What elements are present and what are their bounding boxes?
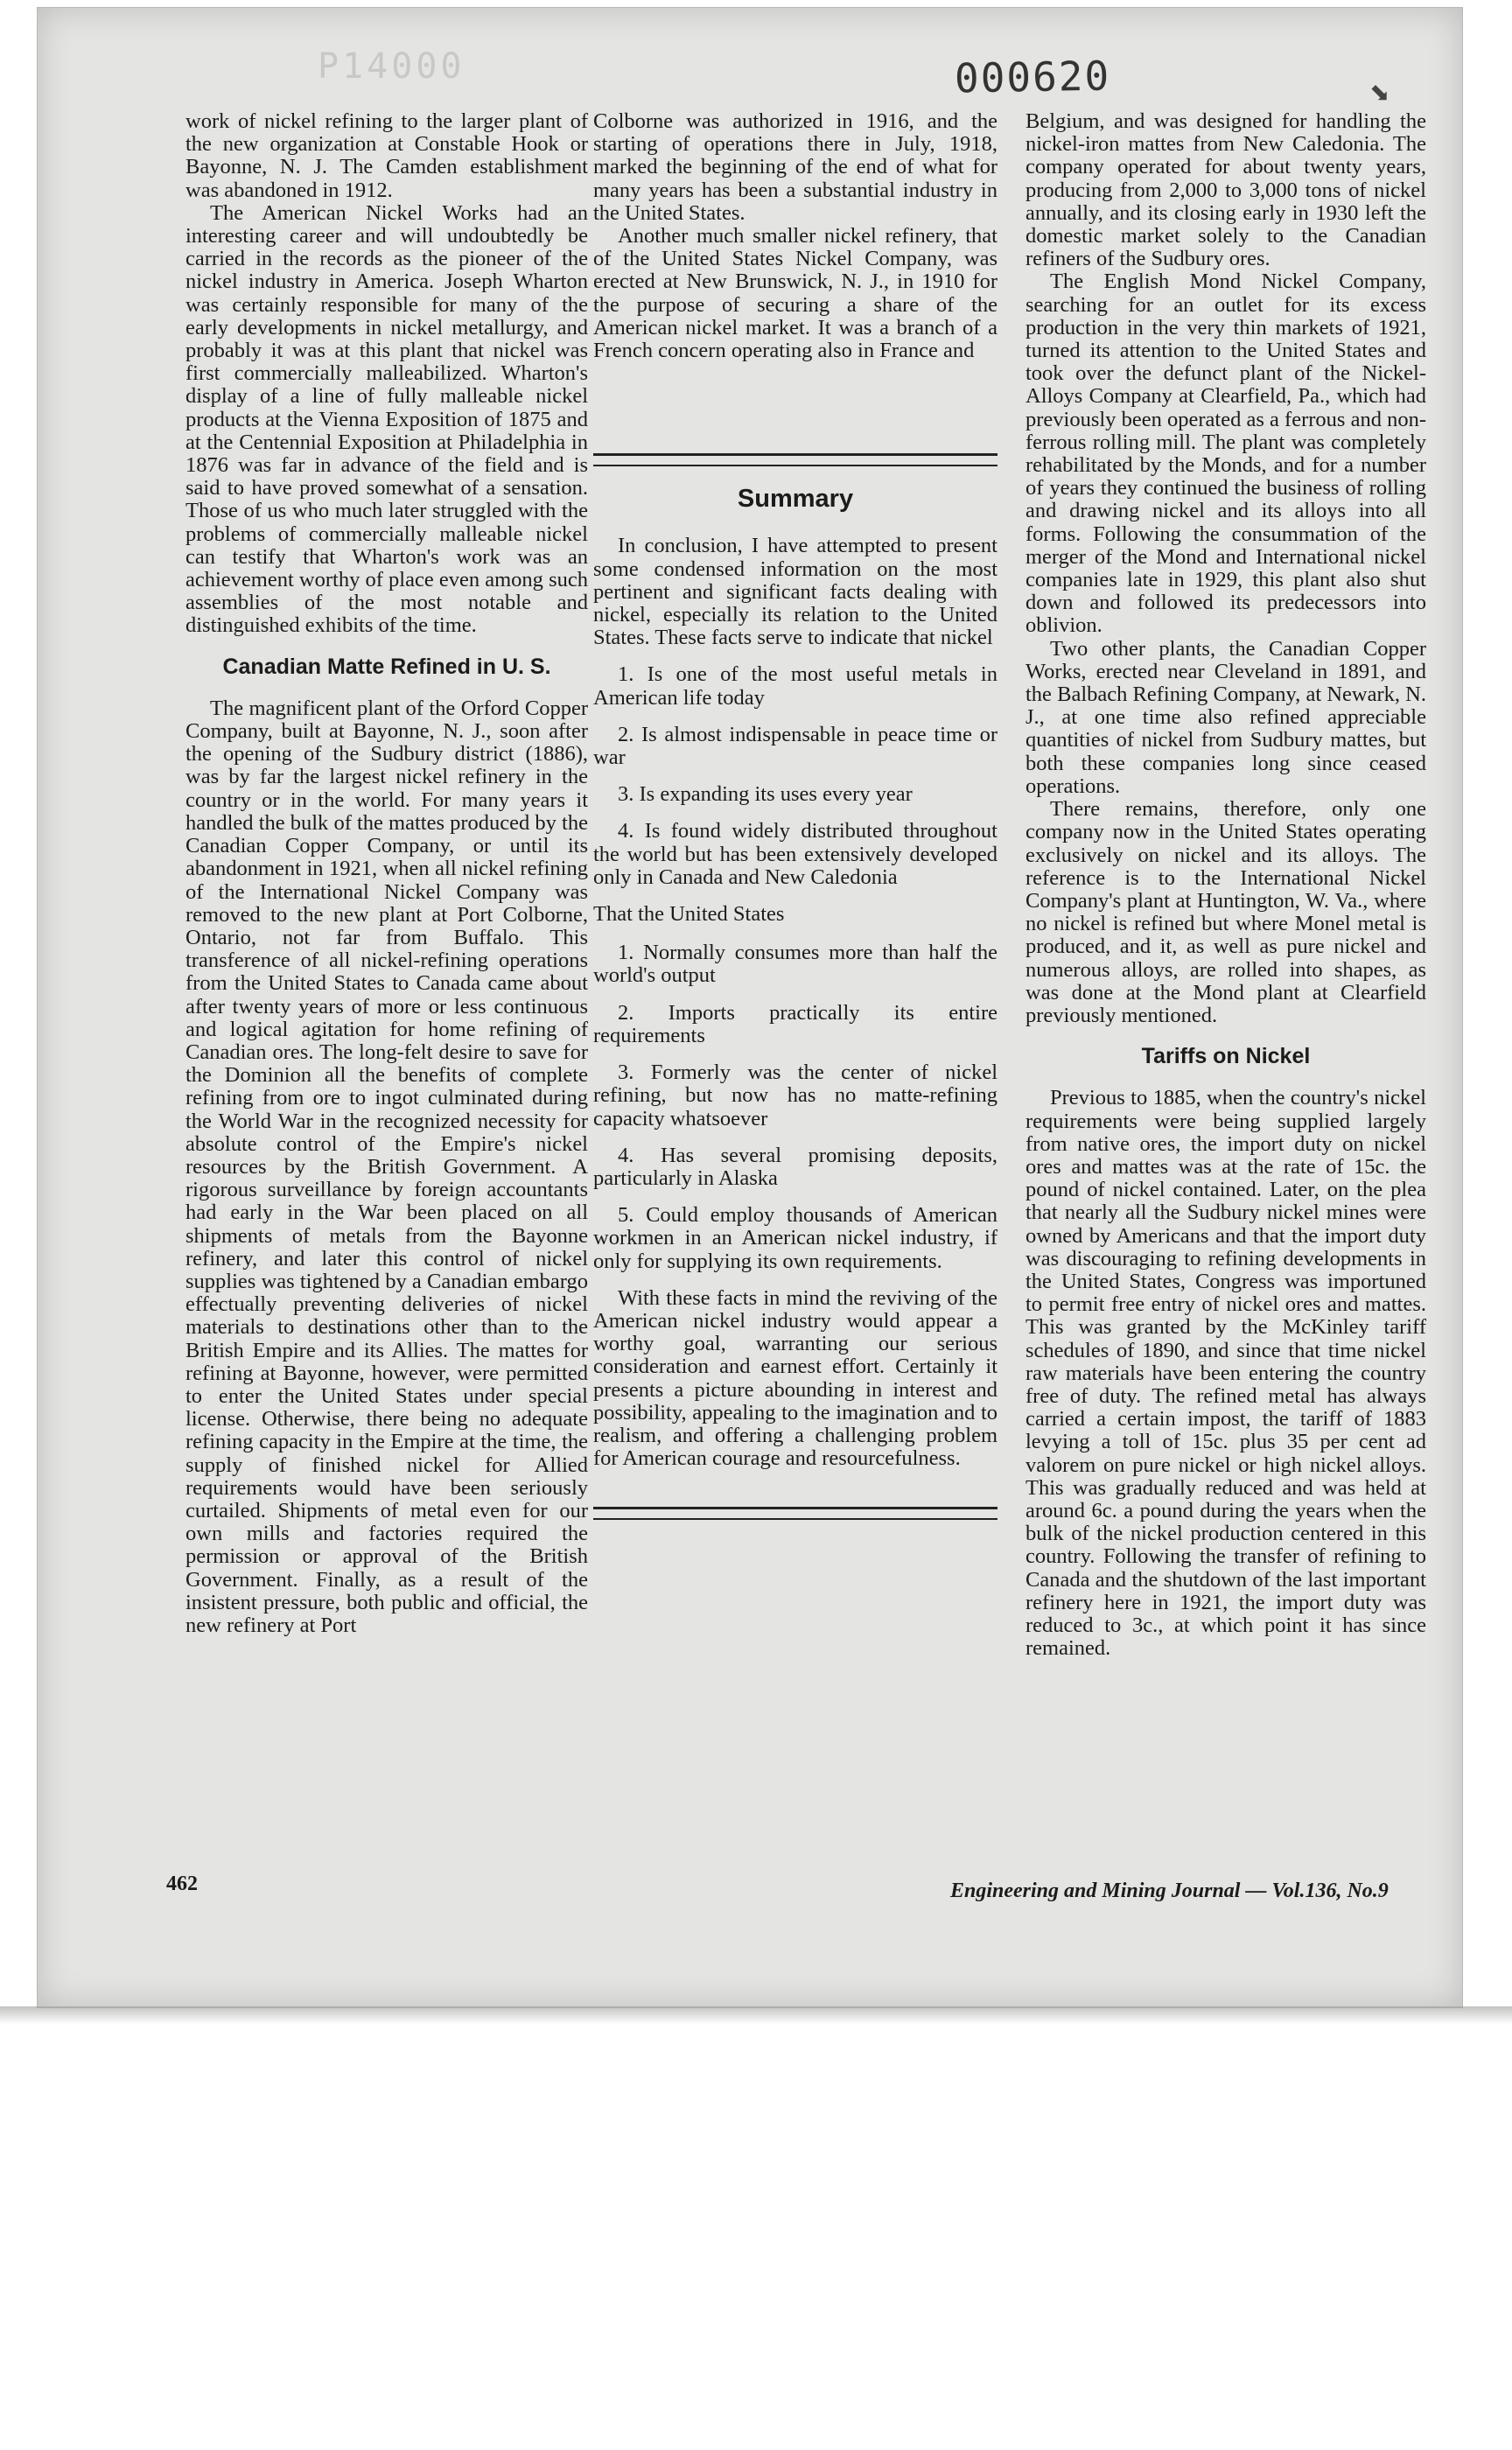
- journal-footer: Engineering and Mining Journal — Vol.136, No.9: [950, 1880, 1389, 1902]
- list-item: 4. Is found widely distributed throughout the world but has been extensively developed only in Canada and New Caledonia: [593, 819, 998, 889]
- double-rule-divider: [593, 453, 998, 466]
- paragraph: work of nickel refining to the larger plant of the new organization at Constable Hook or Bayonne, N. J. The Camden establishment was abandoned in 1912.: [186, 109, 588, 202]
- faint-stamp-number: P14000: [318, 46, 466, 87]
- column-right: [1026, 110, 1426, 1660]
- list-item: 3. Formerly was the center of nickel refining, but now has no matte-refining capacity whatsoever: [593, 1060, 998, 1130]
- paragraph: Another much smaller nickel refinery, that of the United States Nickel Company, was erected at New Brunswick, N. J., in 1910 for the purpose of securing a share of the American nickel market. It was a branch of a French concern operating also in France and: [593, 224, 998, 363]
- double-rule-divider: [593, 1507, 998, 1520]
- corner-mark-icon: ⬊: [1369, 78, 1390, 107]
- column-left: [186, 110, 588, 1637]
- section-heading-canadian-matte: Canadian Matte Refined in U. S.: [222, 654, 551, 679]
- nickel-points-list: [593, 663, 998, 889]
- list-item: 1. Normally consumes more than half the world's output: [593, 941, 998, 988]
- paragraph: The magnificent plant of the Orford Copper Company, built at Bayonne, N. J., soon after the opening of the Sudbury district (1886), was by far the largest nickel refinery in the country or in the world. For many years it handled the bulk of the mattes produced by the Canadian Copper Company, or until its abandonment in 1921, when all nickel refining of the International Nickel Company was removed to the new plant at Port Colborne, Ontario, not far from Buffalo. This transference of all nickel-refining operations from the United States to Canada came about after twenty years of more or less continuous and logical agitation for home refining of Canadian ores. The long-felt desire to save for the Dominion all the benefits of complete refining from ore to ingot culminated during the World War in the recognized necessity for absolute control of the Empire's nickel resources by the British Government. A rigorous surveillance by foreign accountants had early in the War been placed on all shipments of metals from the Bayonne refinery, and later this control of nickel supplies was tightened by a Canadian embargo effectually preventing deliveries of nickel materials to destinations other than to the British Empire and its Allies. The mattes for refining at Bayonne, however, were permitted to enter the United States under special license. Otherwise, there being no adequate refining capacity in the Empire at the time, the supply of finished nickel for Allied requirements would have been seriously curtailed. Shipments of metal even for our own mills and factories required the permission or approval of the British Government. Finally, as a result of the insistent pressure, both public and official, the new refinery at Port: [186, 696, 588, 1637]
- list-item: 4. Has several promising deposits, particularly in Alaska: [593, 1143, 998, 1190]
- catalog-stamp-number: 000620: [954, 52, 1111, 102]
- paragraph: Previous to 1885, when the country's nickel requirements were being supplied largely from native ores, the import duty on nickel ores and mattes was at the rate of 15c. the pound of nickel contained. Later, on the plea that nearly all the Sudbury nickel mines were owned by Americans and that the import duty was discouraging to refining developments in the United States, Congress was importuned to permit free entry of nickel ores and mattes. This was granted by the McKinley tariff schedules of 1890, and since that time nickel raw materials have been entering the country free of duty. The refined metal has always carried a certain impost, the tariff of 1883 levying a toll of 15c. plus 35 per cent ad valorem on pure nickel or high nickel alloys. This was gradually reduced and was held at around 6c. a pound during the years when the bulk of the nickel production centered in this country. Following the transfer of refining to Canada and the shutdown of the last important refinery here in 1921, the import duty was reduced to 3c., at which point it has since remained.: [1026, 1086, 1426, 1661]
- list-item: 2. Is almost indispensable in peace time or war: [593, 722, 998, 770]
- paragraph: Two other plants, the Canadian Copper Works, erected near Cleveland in 1891, and the Balbach Refining Company, at Newark, N. J., at one time also refined appreciable quantities of nickel from Sudbury mattes, but both these companies long since ceased operations.: [1026, 636, 1426, 798]
- list-item: 2. Imports practically its entire requirements: [593, 1000, 998, 1047]
- section-heading-tariffs: Tariffs on Nickel: [1141, 1044, 1311, 1069]
- page-number: 462: [166, 1872, 198, 1895]
- list-item: 5. Could employ thousands of American workmen in an American nickel industry, if only for supplying its own requirements.: [593, 1203, 998, 1273]
- list-item: 3. Is expanding its uses every year: [618, 782, 913, 807]
- section-heading-summary: Summary: [737, 485, 854, 514]
- paragraph: There remains, therefore, only one company now in the United States operating exclusively on nickel and its alloys. The reference is to the International Nickel Company's plant at Huntington, W. Va., where no nickel is refined but where Monel metal is produced, and it, as well as pure nickel and numerous alloys, are rolled into shapes, as was done at the Mond plant at Clearfield previously mentioned.: [1026, 797, 1426, 1027]
- paragraph: The American Nickel Works had an interesting career and will undoubtedly be carried in the records as the pioneer of the nickel industry in America. Joseph Wharton was certainly responsible for many of the early developments in nickel metallurgy, and probably it was at this plant that nickel was first commercially malleabilized. Wharton's display of a line of fully malleable nickel products at the Vienna Exposition of 1875 and at the Centennial Exposition at Philadelphia in 1876 was far in advance of the field and is said to have proved somewhat of a sensation. Those of us who much later struggled with the problems of commercially malleable nickel can testify that Wharton's work was an achievement worthy of place even among such assemblies of the most notable and distinguished exhibits of the time.: [186, 200, 588, 638]
- paragraph: The English Mond Nickel Company, searching for an outlet for its excess production in the very thin markets of 1921, turned its attention to the United States and took over the defunct plant of the Nickel-Alloys Company at Clearfield, Pa., which had previously been operated as a ferrous and non-ferrous rolling mill. The plant was completely rehabilitated by the Monds, and for a number of years they continued the business of rolling and drawing nickel and its alloys into all forms. Following the consummation of the merger of the Mond and International nickel companies late in 1929, this plant also shut down and followed its predecessors into oblivion.: [1026, 270, 1426, 638]
- us-intro: That the United States: [593, 902, 785, 927]
- page-shadow: [0, 2006, 1512, 2024]
- list-item: 1. Is one of the most useful metals in American life today: [593, 662, 998, 710]
- paragraph: Colborne was authorized in 1916, and the starting of operations there in July, 1918, marked the beginning of the end of what for many years has been a substantial industry in the United States.: [593, 109, 998, 225]
- paragraph: Belgium, and was designed for handling the nickel-iron mattes from New Caledonia. The company operated for about twenty years, producing from 2,000 to 3,000 tons of nickel annually, and its closing early in 1930 left the domestic market solely to the Canadian refiners of the Sudbury ores.: [1026, 109, 1426, 271]
- column-middle: [593, 110, 998, 1520]
- us-points-list: [593, 942, 998, 1272]
- summary-intro: In conclusion, I have attempted to present some condensed information on the most pertinent and significant facts dealing with nickel, especially its relation to the United States. These facts serve to indicate that nickel: [593, 534, 998, 650]
- summary-conclusion: With these facts in mind the reviving of the American nickel industry would appear a worthy goal, warranting our serious consideration and earnest effort. Certainly it presents a picture abounding in interest and possibility, appealing to the imagination and to realism, and offering a challenging problem for American courage and resourcefulness.: [593, 1285, 998, 1471]
